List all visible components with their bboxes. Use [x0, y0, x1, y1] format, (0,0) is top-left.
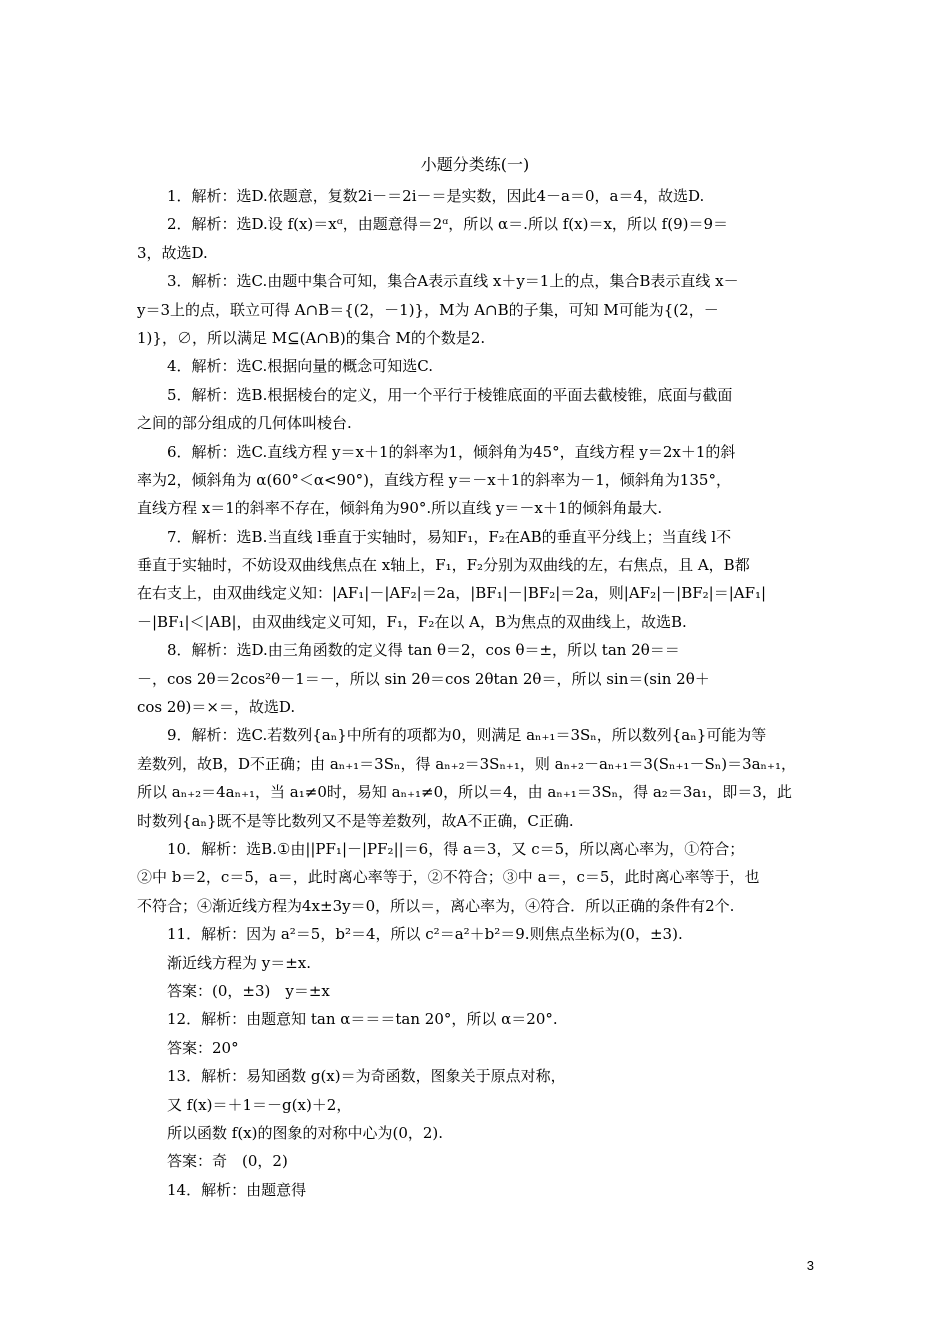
text-line: 14．解析：由题意得	[167, 1180, 307, 1199]
text-line: 时数列{aₙ}既不是等比数列又不是等差数列，故A不正确，C正确.	[137, 811, 574, 830]
text-line: －，cos 2θ＝2cos²θ－1＝－，所以 sin 2θ＝cos 2θtan 2θ＝，所以 sin＝(sin 2θ＋	[137, 669, 710, 688]
text-line: 13．解析：易知函数 g(x)＝为奇函数，图象关于原点对称，	[167, 1067, 566, 1086]
text-line: 1)}，∅，所以满足 M⊆(A∩B)的集合 M的个数是2.	[137, 328, 486, 347]
text-line: 所以函数 f(x)的图象的对称中心为(0，2).	[167, 1123, 444, 1142]
text-line: 垂直于实轴时，不妨设双曲线焦点在 x轴上，F₁，F₂分别为双曲线的左，右焦点，且 A，B都	[137, 556, 750, 575]
text-line: 7．解析：选B.当直线 l垂直于实轴时，易知F₁，F₂在AB的垂直平分线上；当直线 l不	[167, 527, 732, 546]
text-line: 又 f(x)＝＋1＝－g(x)＋2，	[167, 1095, 352, 1114]
text-line: 答案：(0，±3) y＝±x	[167, 981, 330, 1000]
text-line: 6．解析：选C.直线方程 y＝x＋1的斜率为1，倾斜角为45°，直线方程 y＝2x＋1的斜	[167, 442, 736, 461]
text-line: 3，故选D.	[137, 243, 208, 262]
text-line: 渐近线方程为 y＝±x.	[167, 953, 312, 972]
text-line: 答案：奇 (0，2)	[167, 1152, 288, 1171]
text-line: 3．解析：选C.由题中集合可知，集合A表示直线 x＋y＝1上的点，集合B表示直线 x－	[167, 272, 739, 291]
text-line: 不符合；④渐近线方程为4x±3y＝0，所以＝，离心率为，④符合．所以正确的条件有2个.	[137, 896, 735, 915]
text-line: 在右支上，由双曲线定义知：|AF₁|－|AF₂|＝2a，|BF₁|－|BF₂|＝2a，则|AF₂|－|BF₂|＝|AF₁|	[137, 584, 767, 603]
text-line: －|BF₁|＜|AB|，由双曲线定义可知，F₁，F₂在以 A，B为焦点的双曲线上，故选B.	[137, 612, 687, 631]
text-line: y＝3上的点，联立可得 A∩B＝{(2，－1)}，M为 A∩B的子集，可知 M可能为{(2，－	[137, 300, 719, 319]
text-line: 率为2，倾斜角为 α(60°＜α<90°)，直线方程 y＝－x＋1的斜率为－1，倾斜角为135°，	[137, 470, 731, 489]
text-line: 5．解析：选B.根据棱台的定义，用一个平行于棱锥底面的平面去截棱锥，底面与截面	[167, 385, 733, 404]
text-line: cos 2θ)＝×＝，故选D.	[137, 698, 296, 717]
text-line: 所以 aₙ₊₂＝4aₙ₊₁，当 a₁≠0时，易知 aₙ₊₁≠0，所以＝4，由 aₙ₊₁＝3Sₙ，得 a₂＝3a₁，即＝3，此	[137, 783, 792, 802]
text-line: 2．解析：选D.设 f(x)＝xᵅ，由题意得＝2ᵅ，所以 α＝.所以 f(x)＝x，所以 f(9)＝9＝	[167, 215, 729, 234]
text-line: 4．解析：选C.根据向量的概念可知选C.	[167, 357, 433, 376]
text-line: 12．解析：由题意知 tan α＝＝＝tan 20°，所以 α＝20°.	[167, 1010, 558, 1029]
text-line: 10．解析：选B.①由||PF₁|－|PF₂||＝6，得 a＝3，又 c＝5，所以离心率为，①符合；	[167, 839, 745, 858]
text-line: 差数列，故B，D不正确；由 aₙ₊₁＝3Sₙ，得 aₙ₊₂＝3Sₙ₊₁，则 aₙ₊₂－aₙ₊₁＝3(Sₙ₊₁－Sₙ)＝3aₙ₊₁，	[137, 754, 796, 773]
text-line: 答案：20°	[167, 1038, 239, 1057]
text-line: 直线方程 x＝1的斜率不存在，倾斜角为90°.所以直线 y＝－x＋1的倾斜角最大.	[137, 499, 663, 518]
text-line: 8．解析：选D.由三角函数的定义得 tan θ＝2，cos θ＝±，所以 tan 2θ＝＝	[167, 641, 680, 660]
document-body	[137, 182, 817, 1204]
text-line: ②中 b＝2，c＝5，a＝，此时离心率等于，②不符合；③中 a＝，c＝5，此时离心率等于，也	[137, 868, 760, 887]
document-title: 小题分类练(一)	[420, 155, 530, 174]
text-line: 之间的部分组成的几何体叫棱台.	[137, 414, 352, 433]
page-number: 3	[806, 1258, 814, 1273]
text-line: 9．解析：选C.若数列{aₙ}中所有的项都为0，则满足 aₙ₊₁＝3Sₙ，所以数列{aₙ}可能为等	[167, 726, 767, 745]
text-line: 1．解析：选D.依题意，复数2i－＝2i－＝是实数，因此4－a＝0，a＝4，故选D.	[167, 187, 705, 205]
text-line: 11．解析：因为 a²＝5，b²＝4，所以 c²＝a²＋b²＝9.则焦点坐标为(0，±3).	[167, 925, 683, 944]
